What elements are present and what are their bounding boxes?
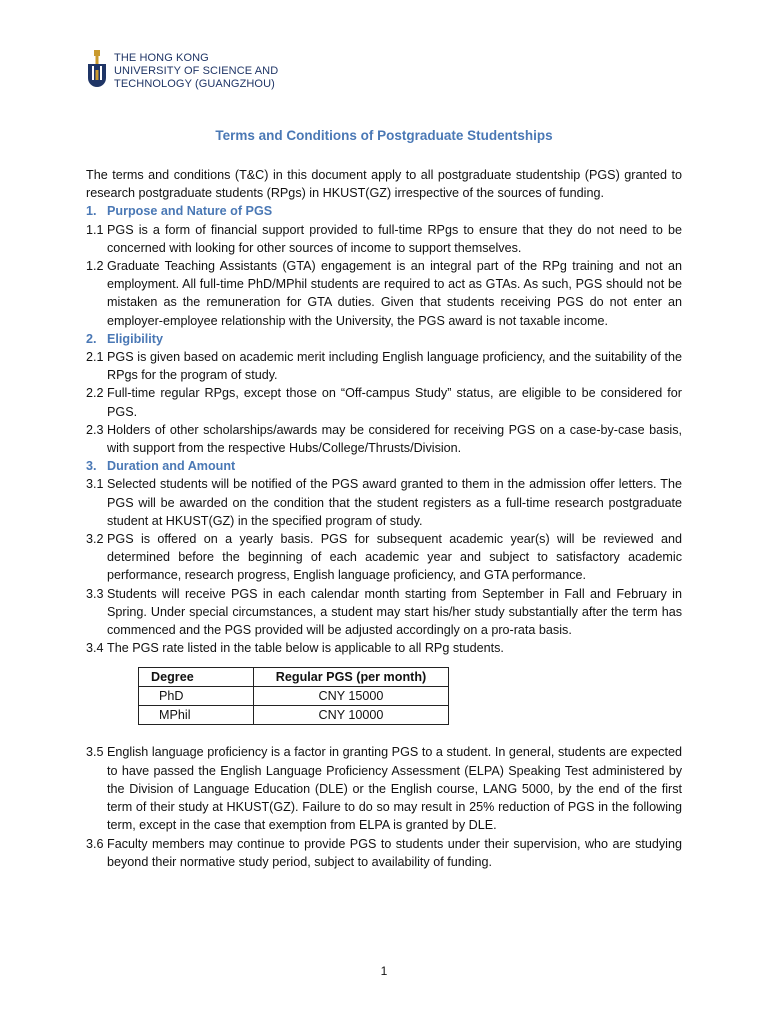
item-text: English language proficiency is a factor in granting PGS to a student. In general, students are expected to have passed the English Language Proficiency Assessment (ELPA) Speaking Test administered by the Division of Language Education (DLE) or the English course, LANG 5000, by the end of the first term of their study at HKUST(GZ). Failure to do so may result in 25% reduction of PGS in the following term, except in the case that exemption from ELPA is granted by DLE. <box>107 745 682 833</box>
section-title: Duration and Amount <box>107 459 236 474</box>
pgs-rate-table <box>138 667 449 725</box>
table-header-row <box>139 668 449 687</box>
document-title: Terms and Conditions of Postgraduate Studentships <box>215 128 553 143</box>
section-title: Eligibility <box>107 331 163 346</box>
section-2 <box>86 330 682 457</box>
section-heading <box>86 330 682 348</box>
item-number: 2.1 <box>86 350 104 365</box>
section-number: 3. <box>86 459 97 474</box>
crest-icon <box>86 50 108 90</box>
item-text: Students will receive PGS in each calendar month starting from September in Fall and February in Spring. Under special circumstances, a student may start his/her study substantially after the term has commenced and the PGS provided will be adjusted accordingly on a pro-rata basis. <box>107 586 682 638</box>
item-number: 3.2 <box>86 532 104 547</box>
list-item <box>86 221 682 257</box>
section-heading <box>86 457 682 475</box>
table-cell-rate: CNY 10000 <box>254 706 449 725</box>
page-number: 1 <box>380 964 388 978</box>
item-number: 3.4 <box>86 641 104 656</box>
item-number: 3.1 <box>86 477 104 492</box>
item-text: Selected students will be notified of the PGS award granted to them in the admission offer letters. The PGS will be awarded on the condition that the student registers as a full-time research postgraduate student at HKUST(GZ) in the specified program of study. <box>107 477 682 528</box>
table-header-degree: Degree <box>139 668 254 687</box>
section-1 <box>86 202 682 329</box>
list-item <box>86 530 682 585</box>
table-header-rate: Regular PGS (per month) <box>254 668 449 687</box>
table-cell-degree: PhD <box>139 687 254 706</box>
item-number: 2.3 <box>86 422 104 437</box>
item-number: 1.1 <box>86 222 104 237</box>
item-text: Full-time regular RPgs, except those on “Off-campus Study” status, are eligible to be considered for PGS. <box>107 386 682 419</box>
university-logo <box>86 50 296 94</box>
item-number: 3.6 <box>86 836 104 851</box>
logo-line-1: THE HONG KONG <box>114 52 209 64</box>
item-number: 3.5 <box>86 745 104 760</box>
list-item <box>86 639 682 657</box>
section-number: 2. <box>86 331 97 346</box>
list-item <box>86 421 682 457</box>
logo-text <box>114 52 278 91</box>
section-number: 1. <box>86 204 97 219</box>
item-text: Holders of other scholarships/awards may be considered for receiving PGS on a case-by-case basis, with support from the respective Hubs/College/Thrusts/Division. <box>107 422 682 456</box>
item-number: 2.2 <box>86 386 104 401</box>
list-item <box>86 743 682 834</box>
list-item <box>86 348 682 384</box>
table-cell-degree: MPhil <box>139 706 254 725</box>
intro-paragraph: The terms and conditions (T&C) in this document apply to all postgraduate studentship (PGS) granted to research postgraduate students (RPgs) in HKUST(GZ) irrespective of the sources of funding. <box>86 168 682 201</box>
list-item <box>86 475 682 530</box>
list-item <box>86 585 682 640</box>
table-row <box>139 706 449 725</box>
item-text: The PGS rate listed in the table below is applicable to all RPg students. <box>107 641 504 656</box>
table-row <box>139 687 449 706</box>
list-item <box>86 257 682 330</box>
item-text: Graduate Teaching Assistants (GTA) engagement is an integral part of the RPg training and not an employment. All full-time PhD/MPhil students are required to act as GTAs. As such, PGS should not be mistaken as the remuneration for GTA duties. Given that students receiving PGS do not enter an employer-employee relationship with the University, the PGS award is not taxable income. <box>107 259 682 328</box>
list-item <box>86 384 682 420</box>
logo-line-2: UNIVERSITY OF SCIENCE AND <box>114 65 279 77</box>
item-text: Faculty members may continue to provide PGS to students under their supervision, who are studying beyond their normative study period, subject to availability of funding. <box>107 836 682 869</box>
section-heading <box>86 202 682 220</box>
item-number: 1.2 <box>86 259 104 274</box>
document-body <box>86 166 682 871</box>
logo-line-3: TECHNOLOGY (GUANGZHOU) <box>114 78 275 90</box>
item-text: PGS is a form of financial support provided to full-time RPgs to ensure that they do not need to be concerned with looking for other sources of income to support themselves. <box>107 222 682 255</box>
section-title: Purpose and Nature of PGS <box>107 204 273 219</box>
item-text: PGS is given based on academic merit including English language proficiency, and the suitability of the RPgs for the program of study. <box>107 350 682 383</box>
item-number: 3.3 <box>86 586 104 601</box>
item-text: PGS is offered on a yearly basis. PGS for subsequent academic year(s) will be reviewed and determined before the beginning of each academic year and subject to satisfactory academic performance, research progress, English language proficiency, and GTA performance. <box>107 532 682 583</box>
section-3 <box>86 457 682 657</box>
table-cell-rate: CNY 15000 <box>254 687 449 706</box>
list-item <box>86 835 682 871</box>
